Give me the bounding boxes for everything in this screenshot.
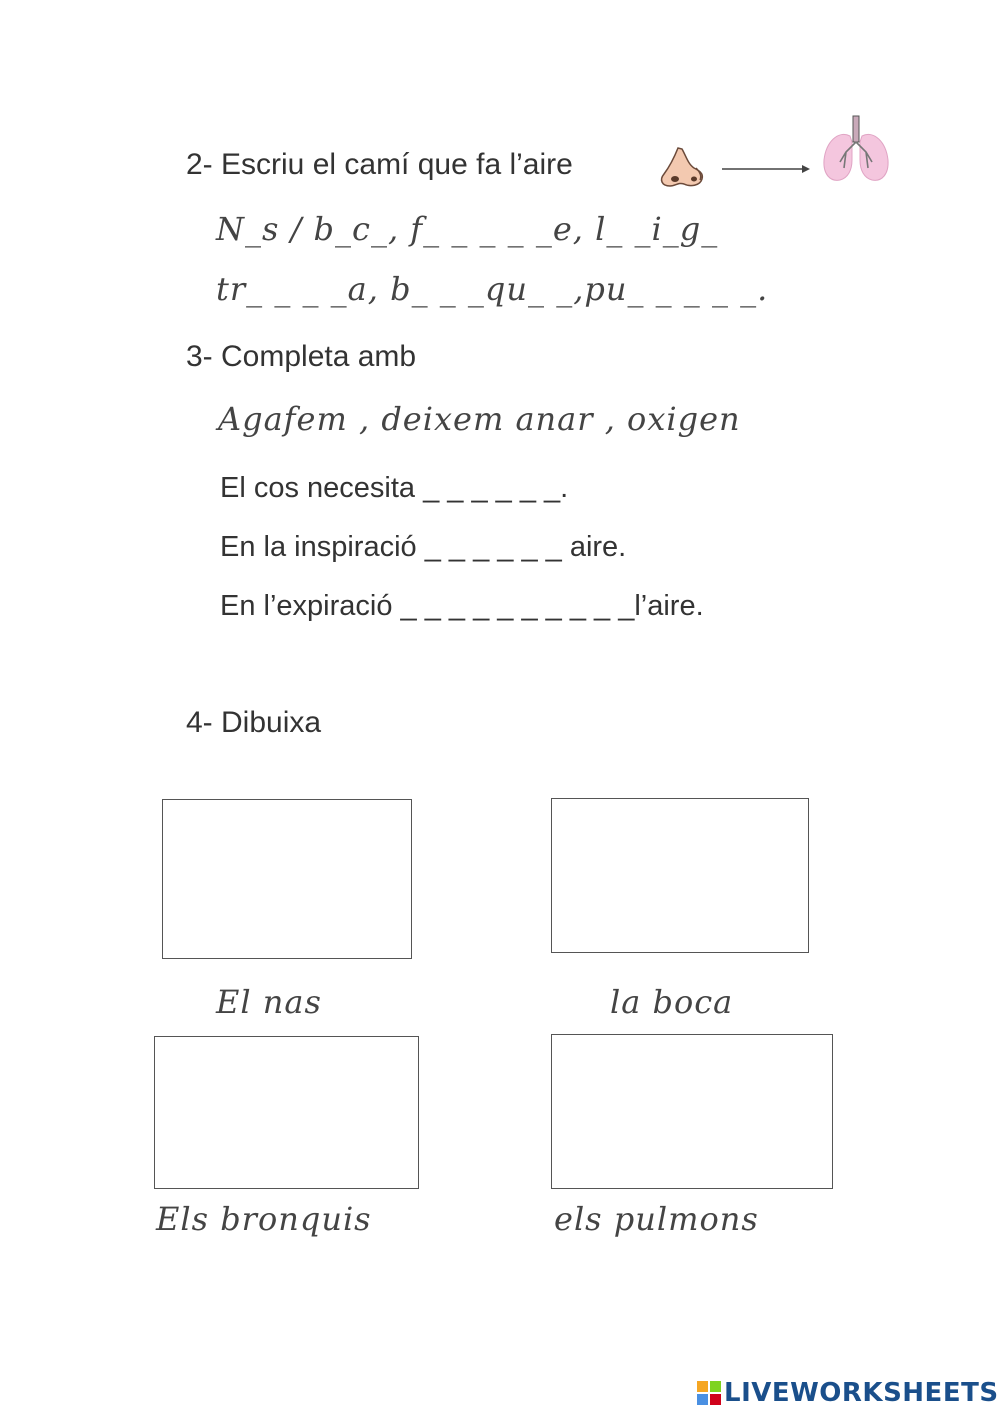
label-mouth: la boca xyxy=(610,983,734,1021)
drawing-box-lungs[interactable] xyxy=(551,1034,833,1189)
label-nose: El nas xyxy=(216,983,322,1021)
arrow-right-icon xyxy=(720,160,812,178)
section-2-line-2: tr_ _ _ _a, b_ _ _qu_ _,pu_ _ _ _ _. xyxy=(216,270,769,308)
section-3-title: 3- Completa amb xyxy=(186,340,417,373)
sentence-3: En l’expiració _ _ _ _ _ _ _ _ _ _l’aire. xyxy=(220,590,704,622)
section-2-line-1: N_s / b_c_, f_ _ _ _ _e, l_ _i_g_ xyxy=(216,210,719,248)
lungs-icon xyxy=(820,112,892,188)
sentence-2: En la inspiració _ _ _ _ _ _ aire. xyxy=(220,531,627,563)
drawing-box-bronchi[interactable] xyxy=(154,1036,419,1189)
label-lungs: els pulmons xyxy=(554,1200,759,1238)
drawing-box-nose[interactable] xyxy=(162,799,412,959)
section-2-title: 2- Escriu el camí que fa l’aire xyxy=(186,148,573,181)
word-bank: Agafem , deixem anar , oxigen xyxy=(218,400,741,438)
label-bronchi: Els bronquis xyxy=(156,1200,372,1238)
sentence-1: El cos necesita _ _ _ _ _ _. xyxy=(220,472,569,504)
nose-icon xyxy=(656,146,708,190)
drawing-box-mouth[interactable] xyxy=(551,798,809,953)
liveworksheets-logo: LIVEWORKSHEETS xyxy=(724,1378,999,1408)
liveworksheets-logo-icon xyxy=(697,1381,721,1405)
section-4-title: 4- Dibuixa xyxy=(186,706,322,739)
